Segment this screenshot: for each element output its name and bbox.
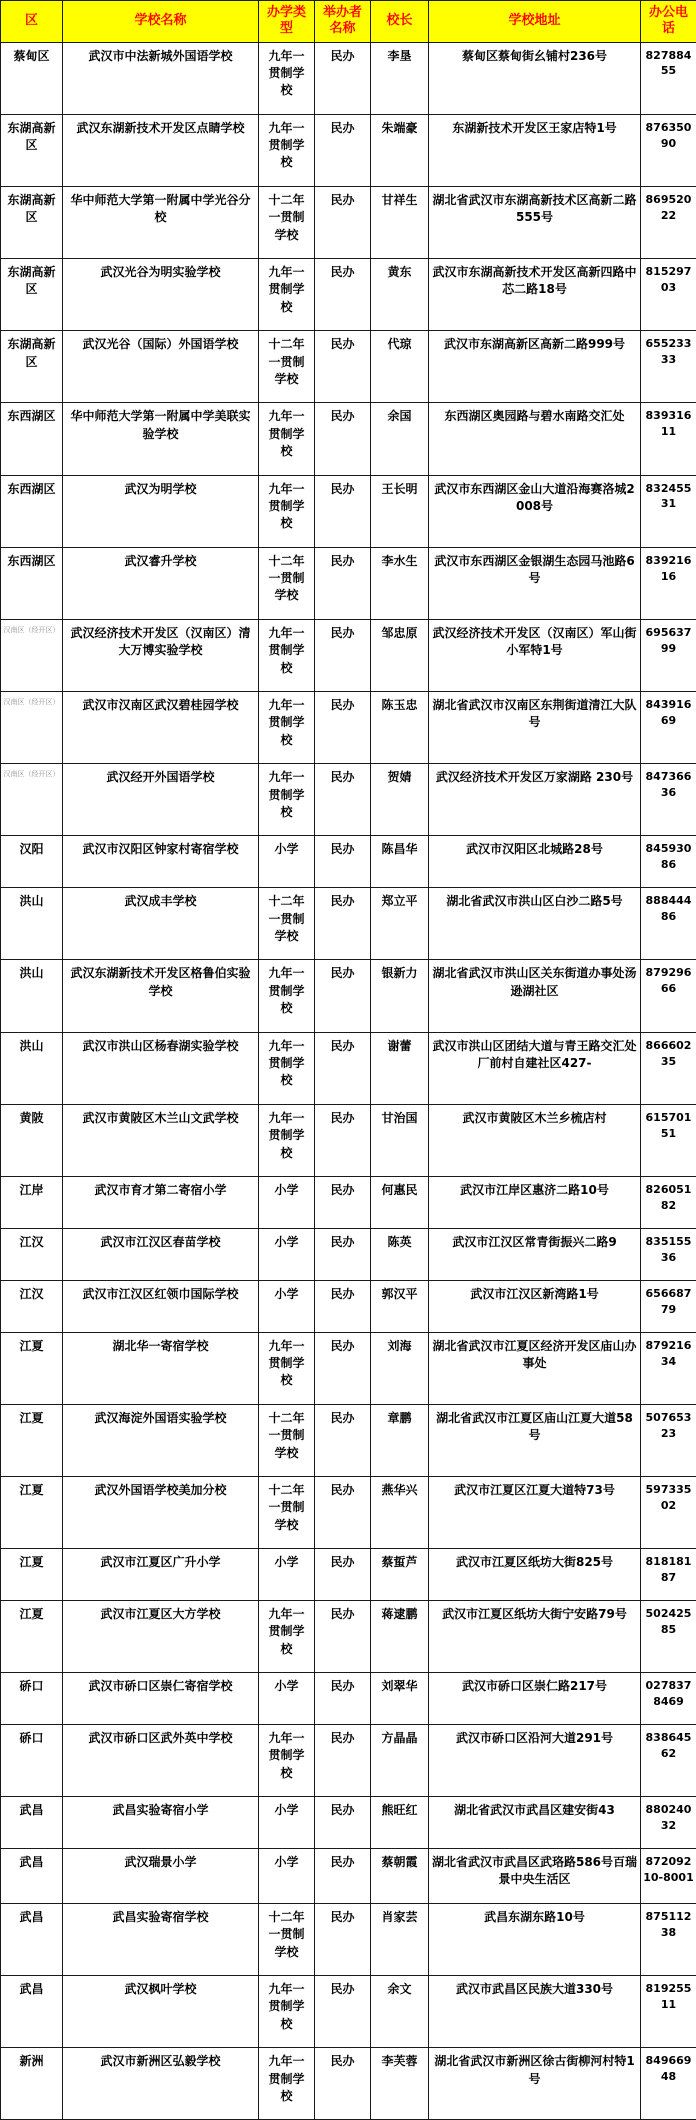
phone-cell: 82788455 <box>641 42 696 114</box>
school-cell: 武汉市汉阳区钟家村寄宿学校 <box>63 836 259 888</box>
district-cell: 江夏 <box>1 1549 63 1601</box>
school-cell: 武汉经开外国语学校 <box>63 764 259 836</box>
school-cell: 华中师范大学第一附属中学光谷分校 <box>63 186 259 258</box>
district-cell: 汉南区（经开区） <box>1 692 63 764</box>
district-cell: 武昌 <box>1 1797 63 1849</box>
type-cell: 九年一贯制学校 <box>259 1104 315 1176</box>
school-cell: 武昌实验寄宿学校 <box>63 1903 259 1975</box>
organizer-cell: 民办 <box>315 888 371 960</box>
table-row <box>1 960 696 1032</box>
principal-cell: 余文 <box>371 1976 429 2048</box>
type-cell: 九年一贯制学校 <box>259 1725 315 1797</box>
principal-cell: 陈英 <box>371 1228 429 1280</box>
address-cell: 武汉市东湖高新区高新二路999号 <box>429 331 641 403</box>
type-cell: 九年一贯制学校 <box>259 960 315 1032</box>
principal-cell: 甘祥生 <box>371 186 429 258</box>
type-cell: 小学 <box>259 1280 315 1332</box>
organizer-cell: 民办 <box>315 1032 371 1104</box>
organizer-cell: 民办 <box>315 331 371 403</box>
column-header-organizer: 举办者名称 <box>315 1 371 43</box>
principal-cell: 郑立平 <box>371 888 429 960</box>
address-cell: 湖北省武汉市江夏区经济开发区庙山办事处 <box>429 1332 641 1404</box>
phone-cell: 87929666 <box>641 960 696 1032</box>
address-cell: 武汉市江岸区惠济二路10号 <box>429 1176 641 1228</box>
table-row <box>1 1903 696 1975</box>
organizer-cell: 民办 <box>315 1976 371 2048</box>
principal-cell: 银新力 <box>371 960 429 1032</box>
type-cell: 小学 <box>259 1797 315 1849</box>
address-cell: 武汉市东西湖区金银湖生态园马池路6号 <box>429 547 641 619</box>
school-cell: 武汉海淀外国语实验学校 <box>63 1404 259 1476</box>
header-row <box>1 1 696 43</box>
district-cell: 武昌 <box>1 1849 63 1904</box>
school-cell: 武汉经济技术开发区（汉南区）清大万博实验学校 <box>63 619 259 691</box>
table-row <box>1 1797 696 1849</box>
type-cell: 十二年一贯制学校 <box>259 1404 315 1476</box>
phone-cell: 84736636 <box>641 764 696 836</box>
phone-cell: 83921616 <box>641 547 696 619</box>
type-cell: 九年一贯制学校 <box>259 259 315 331</box>
organizer-cell: 民办 <box>315 1280 371 1332</box>
column-header-phone: 办公电话 <box>641 1 696 43</box>
school-cell: 武汉市江汉区红领巾国际学校 <box>63 1280 259 1332</box>
column-header-school: 学校名称 <box>63 1 259 43</box>
district-cell: 东湖高新区 <box>1 259 63 331</box>
phone-cell: 61570151 <box>641 1104 696 1176</box>
column-header-type: 办学类型 <box>259 1 315 43</box>
table-row <box>1 619 696 691</box>
school-cell: 武汉东湖新技术开发区点睛学校 <box>63 114 259 186</box>
type-cell: 九年一贯制学校 <box>259 2048 315 2120</box>
table-row <box>1 1976 696 2048</box>
address-cell: 武汉市硚口区沿河大道291号 <box>429 1725 641 1797</box>
principal-cell: 郭汉平 <box>371 1280 429 1332</box>
organizer-cell: 民办 <box>315 114 371 186</box>
table-row <box>1 259 696 331</box>
district-cell: 武昌 <box>1 1903 63 1975</box>
type-cell: 九年一贯制学校 <box>259 619 315 691</box>
address-cell: 湖北省武汉市洪山区关东街道办事处汤逊湖社区 <box>429 960 641 1032</box>
district-cell: 武昌 <box>1 1976 63 2048</box>
district-cell: 江汉 <box>1 1280 63 1332</box>
type-cell: 十二年一贯制学校 <box>259 331 315 403</box>
principal-cell: 邹忠原 <box>371 619 429 691</box>
phone-cell: 83864562 <box>641 1725 696 1797</box>
principal-cell: 肖家芸 <box>371 1903 429 1975</box>
phone-cell: 81818187 <box>641 1549 696 1601</box>
school-cell: 武昌实验寄宿小学 <box>63 1797 259 1849</box>
school-cell: 武汉东湖新技术开发区格鲁伯实验学校 <box>63 960 259 1032</box>
phone-cell: 84391669 <box>641 692 696 764</box>
address-cell: 武汉市黄陂区木兰乡梳店村 <box>429 1104 641 1176</box>
address-cell: 武汉市洪山区团结大道与青王路交汇处厂前村自建社区427- <box>429 1032 641 1104</box>
type-cell: 小学 <box>259 1673 315 1725</box>
principal-cell: 王长明 <box>371 475 429 547</box>
principal-cell: 代琼 <box>371 331 429 403</box>
table-row <box>1 1280 696 1332</box>
school-cell: 武汉市育才第二寄宿小学 <box>63 1176 259 1228</box>
principal-cell: 贺婧 <box>371 764 429 836</box>
principal-cell: 蔡朝霞 <box>371 1849 429 1904</box>
principal-cell: 何惠民 <box>371 1176 429 1228</box>
type-cell: 十二年一贯制学校 <box>259 1476 315 1548</box>
principal-cell: 燕华兴 <box>371 1476 429 1548</box>
table-row <box>1 331 696 403</box>
phone-cell: 65668779 <box>641 1280 696 1332</box>
organizer-cell: 民办 <box>315 619 371 691</box>
address-cell: 武汉市硚口区崇仁路217号 <box>429 1673 641 1725</box>
school-cell: 武汉枫叶学校 <box>63 1976 259 2048</box>
phone-cell: 81925511 <box>641 1976 696 2048</box>
table-row <box>1 186 696 258</box>
table-row <box>1 1549 696 1601</box>
table-row <box>1 403 696 475</box>
table-row <box>1 1673 696 1725</box>
organizer-cell: 民办 <box>315 1228 371 1280</box>
address-cell: 武汉市汉阳区北城路28号 <box>429 836 641 888</box>
school-cell: 华中师范大学第一附属中学美联实验学校 <box>63 403 259 475</box>
address-cell: 湖北省武汉市东湖高新技术区高新二路555号 <box>429 186 641 258</box>
organizer-cell: 民办 <box>315 1176 371 1228</box>
organizer-cell: 民办 <box>315 1725 371 1797</box>
phone-cell: 87209210-8001 <box>641 1849 696 1904</box>
phone-cell: 87635090 <box>641 114 696 186</box>
address-cell: 湖北省武汉市汉南区东荆街道清江大队号 <box>429 692 641 764</box>
address-cell: 湖北省武汉市洪山区白沙二路5号 <box>429 888 641 960</box>
organizer-cell: 民办 <box>315 1332 371 1404</box>
address-cell: 湖北省武汉市新洲区徐古街柳河村特1号 <box>429 2048 641 2120</box>
school-cell: 武汉市黄陂区木兰山文武学校 <box>63 1104 259 1176</box>
type-cell: 小学 <box>259 1549 315 1601</box>
organizer-cell: 民办 <box>315 836 371 888</box>
school-cell: 湖北华一寄宿学校 <box>63 1332 259 1404</box>
organizer-cell: 民办 <box>315 1476 371 1548</box>
address-cell: 湖北省武汉市武昌区武珞路586号百瑞景中央生活区 <box>429 1849 641 1904</box>
district-cell: 江岸 <box>1 1176 63 1228</box>
table-row <box>1 42 696 114</box>
district-cell: 黄陂 <box>1 1104 63 1176</box>
address-cell: 武汉市江夏区江夏大道特73号 <box>429 1476 641 1548</box>
principal-cell: 李芙蓉 <box>371 2048 429 2120</box>
table-row <box>1 2048 696 2120</box>
school-cell: 武汉市汉南区武汉碧桂园学校 <box>63 692 259 764</box>
type-cell: 九年一贯制学校 <box>259 764 315 836</box>
phone-cell: 69563799 <box>641 619 696 691</box>
organizer-cell: 民办 <box>315 692 371 764</box>
organizer-cell: 民办 <box>315 403 371 475</box>
district-cell: 洪山 <box>1 1032 63 1104</box>
table-row <box>1 1725 696 1797</box>
type-cell: 九年一贯制学校 <box>259 403 315 475</box>
principal-cell: 余国 <box>371 403 429 475</box>
school-cell: 武汉市硚口区崇仁寄宿学校 <box>63 1673 259 1725</box>
organizer-cell: 民办 <box>315 960 371 1032</box>
address-cell: 武汉经济技术开发区万家湖路 230号 <box>429 764 641 836</box>
district-cell: 汉阳 <box>1 836 63 888</box>
table-row <box>1 1176 696 1228</box>
address-cell: 湖北省武汉市武昌区建安街43 <box>429 1797 641 1849</box>
type-cell: 九年一贯制学校 <box>259 114 315 186</box>
school-cell: 武汉为明学校 <box>63 475 259 547</box>
principal-cell: 谢蕾 <box>371 1032 429 1104</box>
table-row <box>1 836 696 888</box>
organizer-cell: 民办 <box>315 1549 371 1601</box>
table-row <box>1 1404 696 1476</box>
address-cell: 湖北省武汉市江夏区庙山江夏大道58号 <box>429 1404 641 1476</box>
table-row <box>1 1032 696 1104</box>
column-header-district: 区 <box>1 1 63 43</box>
type-cell: 十二年一贯制学校 <box>259 186 315 258</box>
district-cell: 汉南区（经开区） <box>1 764 63 836</box>
principal-cell: 李水生 <box>371 547 429 619</box>
organizer-cell: 民办 <box>315 1849 371 1904</box>
address-cell: 武昌东湖东路10号 <box>429 1903 641 1975</box>
principal-cell: 章鹏 <box>371 1404 429 1476</box>
table-row <box>1 888 696 960</box>
type-cell: 小学 <box>259 1849 315 1904</box>
phone-cell: 59733502 <box>641 1476 696 1548</box>
school-cell: 武汉市硚口区武外英中学校 <box>63 1725 259 1797</box>
phone-cell: 83515536 <box>641 1228 696 1280</box>
district-cell: 蔡甸区 <box>1 42 63 114</box>
table-row <box>1 1600 696 1672</box>
type-cell: 十二年一贯制学校 <box>259 888 315 960</box>
table-row <box>1 114 696 186</box>
phone-cell: 86952022 <box>641 186 696 258</box>
district-cell: 新洲 <box>1 2048 63 2120</box>
principal-cell: 刘翠华 <box>371 1673 429 1725</box>
address-cell: 东湖新技术开发区王家店特1号 <box>429 114 641 186</box>
district-cell: 东湖高新区 <box>1 186 63 258</box>
type-cell: 九年一贯制学校 <box>259 1032 315 1104</box>
organizer-cell: 民办 <box>315 764 371 836</box>
type-cell: 九年一贯制学校 <box>259 1600 315 1672</box>
district-cell: 洪山 <box>1 888 63 960</box>
table-row <box>1 1228 696 1280</box>
organizer-cell: 民办 <box>315 1903 371 1975</box>
organizer-cell: 民办 <box>315 1797 371 1849</box>
table-row <box>1 1104 696 1176</box>
district-cell: 东西湖区 <box>1 403 63 475</box>
principal-cell: 黄东 <box>371 259 429 331</box>
phone-cell: 0278378469 <box>641 1673 696 1725</box>
table-header <box>1 1 696 43</box>
school-cell: 武汉市江夏区广升小学 <box>63 1549 259 1601</box>
phone-cell: 88844486 <box>641 888 696 960</box>
district-cell: 江夏 <box>1 1332 63 1404</box>
district-cell: 汉南区（经开区） <box>1 619 63 691</box>
table-row <box>1 475 696 547</box>
table-row <box>1 547 696 619</box>
district-cell: 硚口 <box>1 1725 63 1797</box>
column-header-address: 学校地址 <box>429 1 641 43</box>
table-row <box>1 692 696 764</box>
table-body <box>1 42 696 2120</box>
type-cell: 九年一贯制学校 <box>259 1976 315 2048</box>
type-cell: 小学 <box>259 1228 315 1280</box>
organizer-cell: 民办 <box>315 2048 371 2120</box>
principal-cell: 朱端豪 <box>371 114 429 186</box>
district-cell: 江夏 <box>1 1600 63 1672</box>
principal-cell: 陈玉忠 <box>371 692 429 764</box>
school-cell: 武汉市洪山区杨春湖实验学校 <box>63 1032 259 1104</box>
phone-cell: 84593086 <box>641 836 696 888</box>
table-row <box>1 764 696 836</box>
district-cell: 东湖高新区 <box>1 331 63 403</box>
phone-cell: 81529703 <box>641 259 696 331</box>
organizer-cell: 民办 <box>315 259 371 331</box>
table-row <box>1 1476 696 1548</box>
school-cell: 武汉瑞景小学 <box>63 1849 259 1904</box>
school-cell: 武汉外国语学校美加分校 <box>63 1476 259 1548</box>
district-cell: 东西湖区 <box>1 547 63 619</box>
principal-cell: 陈昌华 <box>371 836 429 888</box>
district-cell: 江汉 <box>1 1228 63 1280</box>
address-cell: 蔡甸区蔡甸街幺铺村236号 <box>429 42 641 114</box>
district-cell: 硚口 <box>1 1673 63 1725</box>
phone-cell: 82605182 <box>641 1176 696 1228</box>
table-row <box>1 1849 696 1904</box>
principal-cell: 方晶晶 <box>371 1725 429 1797</box>
phone-cell: 65523333 <box>641 331 696 403</box>
organizer-cell: 民办 <box>315 1600 371 1672</box>
school-cell: 武汉市江夏区大方学校 <box>63 1600 259 1672</box>
school-cell: 武汉成丰学校 <box>63 888 259 960</box>
address-cell: 武汉市江夏区纸坊大街宁安路79号 <box>429 1600 641 1672</box>
school-cell: 武汉光谷为明实验学校 <box>63 259 259 331</box>
address-cell: 武汉市江夏区纸坊大街825号 <box>429 1549 641 1601</box>
school-cell: 武汉睿升学校 <box>63 547 259 619</box>
organizer-cell: 民办 <box>315 475 371 547</box>
table-row <box>1 1332 696 1404</box>
address-cell: 武汉市江汉区常青街振兴二路9 <box>429 1228 641 1280</box>
type-cell: 九年一贯制学校 <box>259 1332 315 1404</box>
address-cell: 武汉市江汉区新湾路1号 <box>429 1280 641 1332</box>
phone-cell: 83931611 <box>641 403 696 475</box>
phone-cell: 88024032 <box>641 1797 696 1849</box>
organizer-cell: 民办 <box>315 1104 371 1176</box>
phone-cell: 83245531 <box>641 475 696 547</box>
school-cell: 武汉光谷（国际）外国语学校 <box>63 331 259 403</box>
address-cell: 东西湖区奥园路与碧水南路交汇处 <box>429 403 641 475</box>
address-cell: 武汉市武昌区民族大道330号 <box>429 1976 641 2048</box>
phone-cell: 87921634 <box>641 1332 696 1404</box>
organizer-cell: 民办 <box>315 42 371 114</box>
principal-cell: 甘治国 <box>371 1104 429 1176</box>
organizer-cell: 民办 <box>315 1673 371 1725</box>
phone-cell: 50242585 <box>641 1600 696 1672</box>
type-cell: 九年一贯制学校 <box>259 475 315 547</box>
phone-cell: 86660235 <box>641 1032 696 1104</box>
district-cell: 江夏 <box>1 1476 63 1548</box>
principal-cell: 熊旺红 <box>371 1797 429 1849</box>
phone-cell: 50765323 <box>641 1404 696 1476</box>
type-cell: 十二年一贯制学校 <box>259 547 315 619</box>
district-cell: 江夏 <box>1 1404 63 1476</box>
organizer-cell: 民办 <box>315 1404 371 1476</box>
address-cell: 武汉市东湖高新技术开发区高新四路中芯二路18号 <box>429 259 641 331</box>
district-cell: 东湖高新区 <box>1 114 63 186</box>
school-cell: 武汉市江汉区春苗学校 <box>63 1228 259 1280</box>
address-cell: 武汉市东西湖区金山大道沿海赛洛城2008号 <box>429 475 641 547</box>
type-cell: 小学 <box>259 1176 315 1228</box>
principal-cell: 蒋逮鹏 <box>371 1600 429 1672</box>
type-cell: 九年一贯制学校 <box>259 42 315 114</box>
principal-cell: 李垦 <box>371 42 429 114</box>
phone-cell: 87511238 <box>641 1903 696 1975</box>
type-cell: 小学 <box>259 836 315 888</box>
district-cell: 东西湖区 <box>1 475 63 547</box>
organizer-cell: 民办 <box>315 186 371 258</box>
school-cell: 武汉市中法新城外国语学校 <box>63 42 259 114</box>
type-cell: 十二年一贯制学校 <box>259 1903 315 1975</box>
school-cell: 武汉市新洲区弘毅学校 <box>63 2048 259 2120</box>
principal-cell: 蔡蜇芦 <box>371 1549 429 1601</box>
district-cell: 洪山 <box>1 960 63 1032</box>
address-cell: 武汉经济技术开发区（汉南区）军山街小军特1号 <box>429 619 641 691</box>
phone-cell: 84966948 <box>641 2048 696 2120</box>
organizer-cell: 民办 <box>315 547 371 619</box>
type-cell: 九年一贯制学校 <box>259 692 315 764</box>
column-header-principal: 校长 <box>371 1 429 43</box>
principal-cell: 刘海 <box>371 1332 429 1404</box>
